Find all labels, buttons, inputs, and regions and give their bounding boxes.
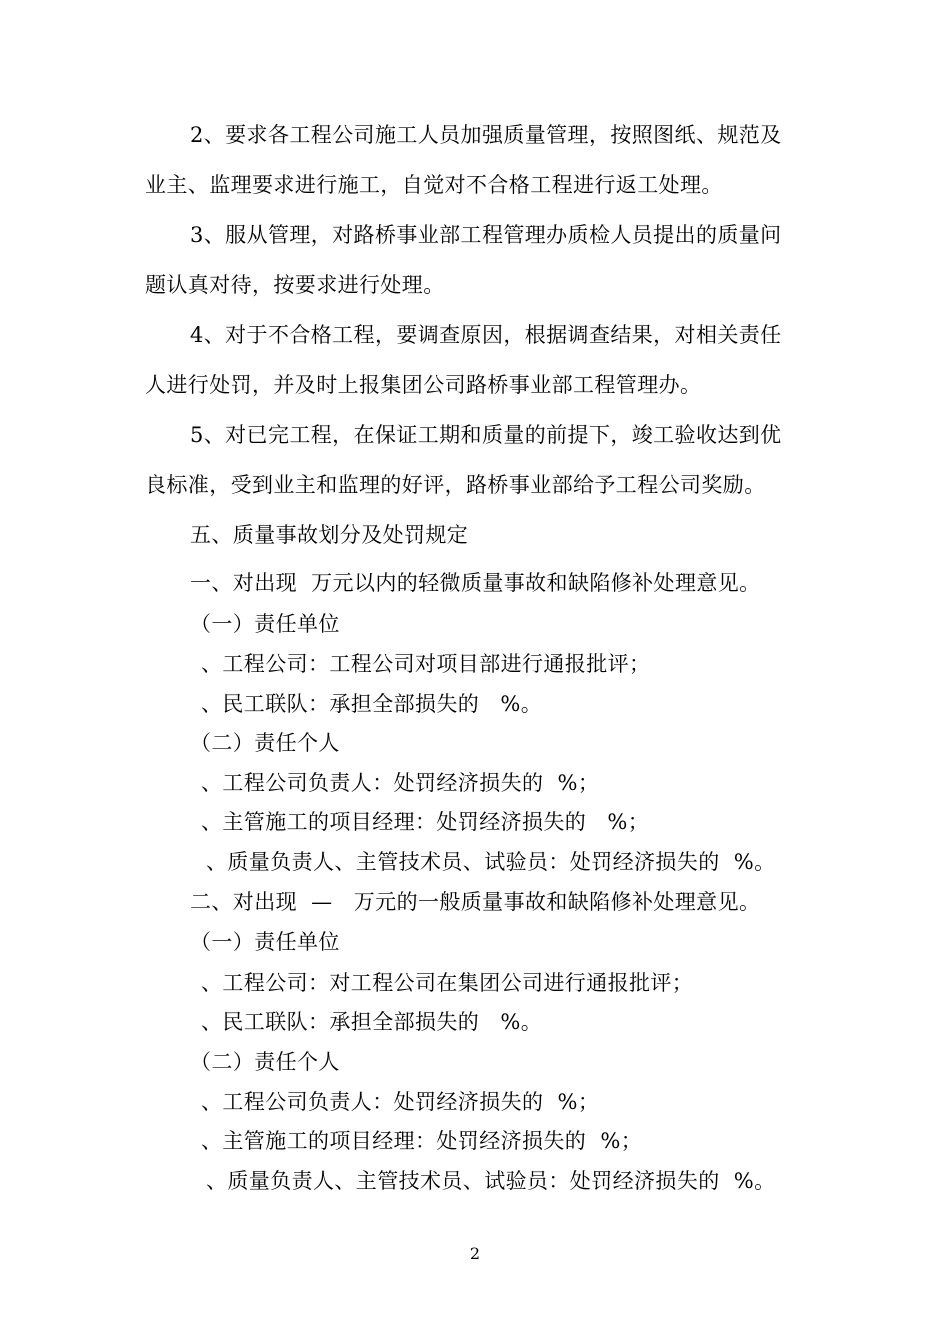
paragraph-3-line-2: 题认真对待，按要求进行处理。 — [145, 273, 445, 297]
part1-person-heading: （二）责任个人 — [190, 731, 340, 755]
part2-person-item-1: 、工程公司负责人：处罚经济损失的 %； — [201, 1090, 600, 1114]
paragraph-3-line-1: 3、服从管理，对路桥事业部工程管理办质检人员提出的质量问 — [190, 223, 782, 247]
section-title: 五、质量事故划分及处罚规定 — [190, 523, 469, 547]
part1-person-item-3: 、质量负责人、主管技术员、试验员：处罚经济损失的 %。 — [206, 850, 776, 874]
page-number: 2 — [469, 1244, 481, 1263]
paragraph-4-line-1: 4、对于不合格工程，要调查原因，根据调查结果，对相关责任 — [190, 323, 782, 347]
part1-person-item-1: 、工程公司负责人：处罚经济损失的 %； — [201, 771, 600, 795]
paragraph-2-line-1: 2、要求各工程公司施工人员加强质量管理，按照图纸、规范及 — [190, 123, 782, 147]
part1-person-item-2: 、主管施工的项目经理：处罚经济损失的 %； — [201, 810, 650, 834]
part2-unit-item-2: 、民工联队：承担全部损失的 %。 — [201, 1010, 543, 1034]
paragraph-5-line-2: 良标准，受到业主和监理的好评，路桥事业部给予工程公司奖励。 — [145, 473, 766, 497]
part2-person-heading: （二）责任个人 — [190, 1050, 340, 1074]
part2-person-item-3: 、质量负责人、主管技术员、试验员：处罚经济损失的 %。 — [206, 1169, 776, 1193]
paragraph-4-line-2: 人进行处罚，并及时上报集团公司路桥事业部工程管理办。 — [145, 373, 702, 397]
part1-unit-item-1: 、工程公司：工程公司对项目部进行通报批评； — [201, 652, 651, 676]
part2-person-item-2: 、主管施工的项目经理：处罚经济损失的 %； — [201, 1129, 643, 1153]
part1-heading: 一、对出现 万元以内的轻微质量事故和缺陷修补处理意见。 — [190, 571, 761, 595]
part1-unit-item-2: 、民工联队：承担全部损失的 %。 — [201, 692, 543, 716]
part1-unit-heading: （一）责任单位 — [190, 612, 340, 636]
paragraph-2-line-2: 业主、监理要求进行施工，自觉对不合格工程进行返工处理。 — [145, 173, 723, 197]
paragraph-5-line-1: 5、对已完工程，在保证工期和质量的前提下，竣工验收达到优 — [190, 423, 782, 447]
part2-unit-item-1: 、工程公司：对工程公司在集团公司进行通报批评； — [201, 971, 694, 995]
part2-unit-heading: （一）责任单位 — [190, 930, 340, 954]
part2-heading: 二、对出现 — 万元的一般质量事故和缺陷修补处理意见。 — [190, 890, 761, 914]
